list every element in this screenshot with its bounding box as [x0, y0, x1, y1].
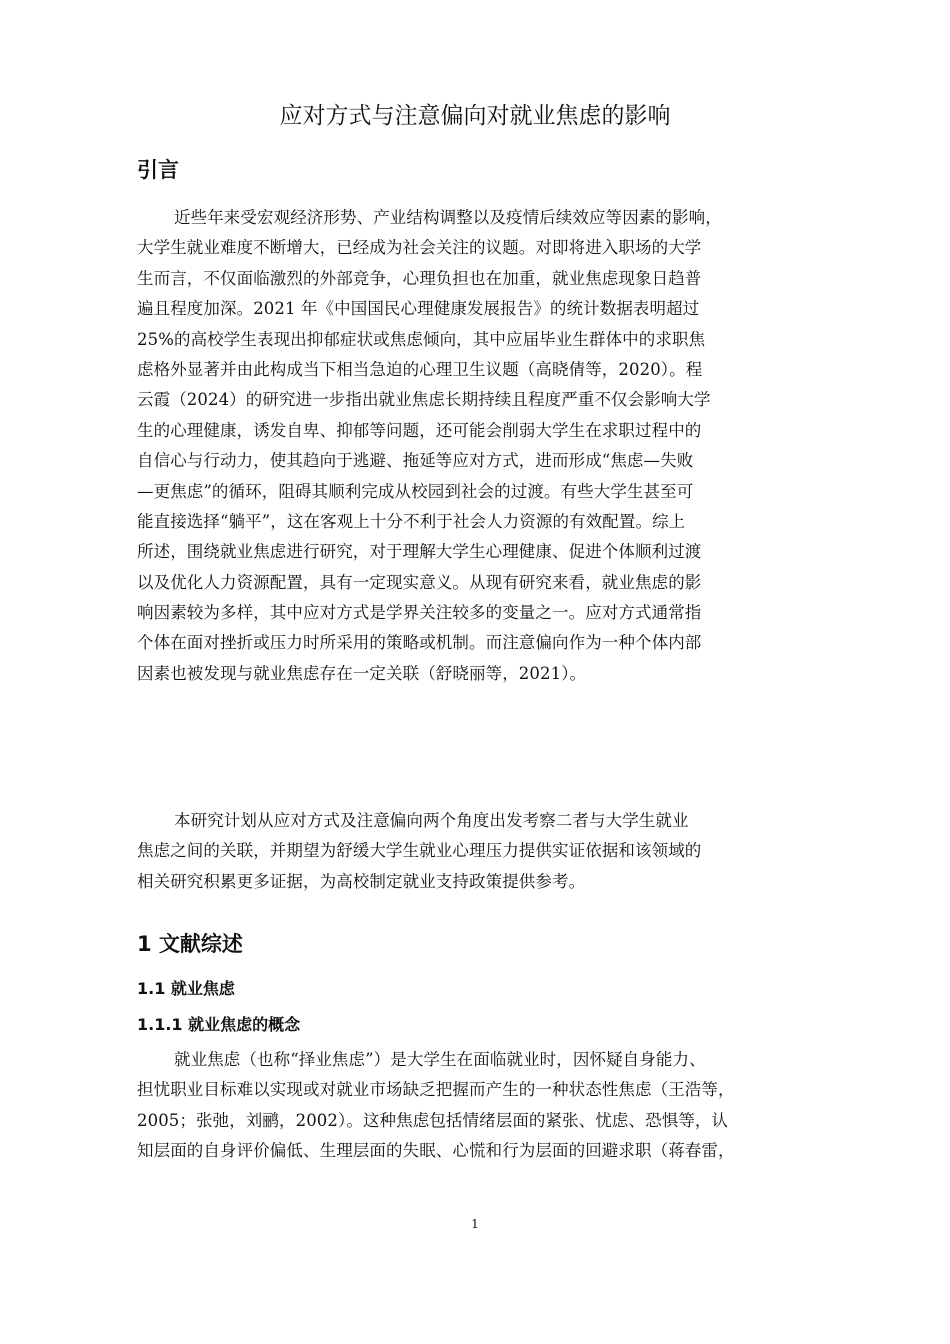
page-number: 1 — [471, 1217, 479, 1231]
paragraph-line: 遍且程度加深。2021 年《中国国民心理健康发展报告》的统计数据表明超过 — [137, 299, 700, 319]
paragraph-line: 响因素较为多样，其中应对方式是学界关注较多的变量之一。应对方式通常指 — [137, 603, 702, 623]
paragraph-line: 云霞（2024）的研究进一步指出就业焦虑长期持续且程度严重不仅会影响大学 — [137, 390, 711, 410]
paragraph-line: 生而言，不仅面临激烈的外部竞争，心理负担也在加重，就业焦虑现象日趋普 — [137, 268, 702, 288]
paragraph-line: 就业焦虑（也称“择业焦虑”）是大学生在面临就业时，因怀疑自身能力、 — [174, 1050, 706, 1069]
paragraph-line: 本研究计划从应对方式及注意偏向两个角度出发考察二者与大学生就业 — [174, 811, 689, 830]
section-heading-literature-review: 1 文献综述 — [137, 932, 243, 956]
intro-paragraph-2 — [137, 806, 787, 897]
paragraph-line: 因素也被发现与就业焦虑存在一定关联（舒晓丽等，2021）。 — [137, 663, 587, 683]
paragraph-line: 25%的高校学生表现出抑郁症状或焦虑倾向，其中应届毕业生群体中的求职焦 — [137, 329, 706, 349]
paragraph-line: 以及优化人力资源配置，具有一定现实意义。从现有研究来看，就业焦虑的影 — [137, 572, 702, 592]
paragraph-line: 2005；张弛，刘鹂，2002）。这种焦虑包括情绪层面的紧张、忧虑、恐惧等，认 — [137, 1110, 729, 1130]
paragraph-line: —更焦虑”的循环，阻碍其顺利完成从校园到社会的过渡。有些大学生甚至可 — [137, 481, 694, 501]
paragraph-line: 虑格外显著并由此构成当下相当急迫的心理卫生议题（高晓倩等，2020）。程 — [137, 359, 703, 379]
paragraph-line: 能直接选择“躺平”，这在客观上十分不利于社会人力资源的有效配置。综上 — [137, 511, 686, 531]
paragraph-line: 自信心与行动力，使其趋向于逃避、拖延等应对方式，进而形成“焦虑—失败 — [137, 451, 694, 471]
paragraph-line: 相关研究积累更多证据，为高校制定就业支持政策提供参考。 — [137, 871, 586, 891]
paragraph-line: 生的心理健康，诱发自卑、抑郁等问题，还可能会削弱大学生在求职过程中的 — [137, 420, 702, 440]
paragraph-line: 近些年来受宏观经济形势、产业结构调整以及疫情后续效应等因素的影响， — [174, 208, 722, 227]
section-heading-intro: 引言 — [137, 158, 179, 182]
paragraph-line: 知层面的自身评价偏低、生理层面的失眠、心慌和行为层面的回避求职（蒋春雷， — [137, 1141, 735, 1161]
intro-paragraph-1 — [137, 203, 787, 689]
document-title: 应对方式与注意偏向对就业焦虑的影响 — [279, 103, 671, 129]
subsection-heading-employment-anxiety: 1.1 就业焦虑 — [137, 979, 235, 998]
paragraph-line: 焦虑之间的关联，并期望为舒缓大学生就业心理压力提供实证依据和该领域的 — [137, 841, 702, 861]
paragraph-line: 所述，围绕就业焦虑进行研究，对于理解大学生心理健康、促进个体顺利过渡 — [137, 542, 702, 562]
paragraph-line: 大学生就业难度不断增大，已经成为社会关注的议题。对即将进入职场的大学 — [137, 238, 702, 258]
paragraph-line: 个体在面对挫折或压力时所采用的策略或机制。而注意偏向作为一种个体内部 — [137, 633, 702, 653]
concept-paragraph — [137, 1045, 787, 1167]
paragraph-line: 担忧职业目标难以实现或对就业市场缺乏把握而产生的一种状态性焦虑（王浩等， — [137, 1080, 735, 1100]
subsubsection-heading-concept: 1.1.1 就业焦虑的概念 — [137, 1015, 301, 1034]
